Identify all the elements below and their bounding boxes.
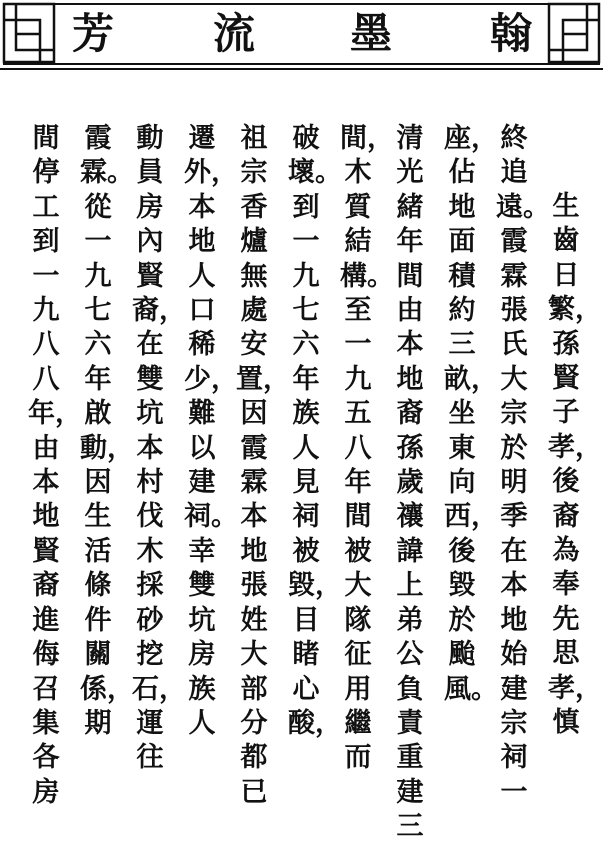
text-column-2: 終追遠。霞霖張氏大宗於明季在本地始建宗祠一	[496, 123, 550, 808]
text-column-1: 生齒日繁，孫賢子孝，後裔為奉先思孝，慎	[548, 191, 602, 739]
header-underline	[0, 68, 603, 70]
title-char-3: 墨	[350, 9, 393, 58]
text-column-11: 間停工到一九八八年，由本地賢裔進侮召集各房	[28, 123, 82, 808]
fret-ornament-left-icon	[0, 0, 62, 66]
header-banner	[0, 0, 603, 64]
text-column-6: 破壞。到一九七六年族人見祠被毀，目睹心酸，	[288, 123, 342, 739]
text-column-3: 座，佔地面積約三畝，坐東向西，後毀於颱風。	[444, 123, 498, 705]
text-column-7: 祖宗香爐無處安置，因霞霖本地張姓大部分都已	[236, 123, 290, 808]
text-column-9: 動員房內賢裔，在雙坑本村伐木採砂挖石，運往	[132, 123, 186, 774]
text-column-10: 霞霖。從一九七六年啟動，因生活條件關係，期	[80, 123, 134, 739]
text-column-5: 間，木質結構。至一九五八年間被大隊征用繼而	[340, 123, 394, 774]
text-column-4: 清光緒年間由本地裔孫歲禳諱上弟公負責重建三	[396, 123, 424, 843]
title-char-1: 芳	[72, 9, 115, 58]
fret-ornament-right-icon	[541, 0, 603, 66]
title-char-4: 翰	[490, 9, 533, 58]
title-char-2: 流	[213, 9, 256, 58]
text-column-8: 遷外，本地人口稀少，難以建祠。幸雙坑房族人	[184, 123, 238, 739]
